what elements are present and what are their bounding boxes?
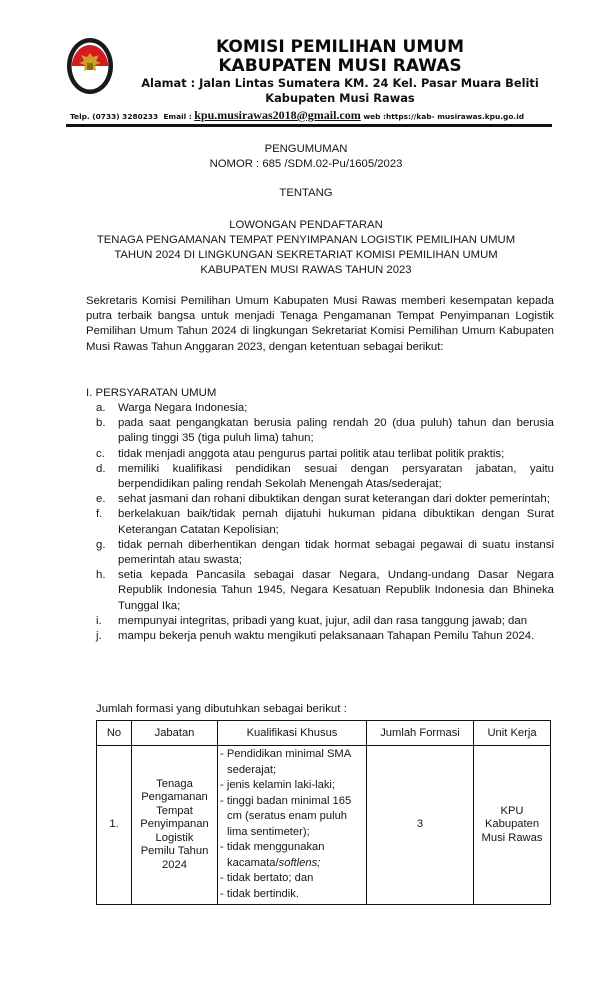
- list-item: b. pada saat pengangkatan berusia paling rendah 20 (dua puluh) tahun dan berusia paling tinggi 35 (tiga puluh lima) tahun;: [96, 417, 554, 445]
- cell-jumlah: 3: [367, 746, 474, 905]
- table-row: [97, 746, 551, 905]
- email-label: Email :: [163, 112, 192, 121]
- subject-line-1: LOWONGAN PENDAFTARAN: [229, 219, 383, 231]
- list-item: e. sehat jasmani dan rohani dibuktikan dengan surat keterangan dari dokter pemerintah;: [96, 493, 550, 506]
- address-region: Kabupaten Musi Rawas: [265, 91, 415, 105]
- col-jabatan: Jabatan: [132, 721, 218, 746]
- subject-line-3: TAHUN 2024 DI LINGKUNGAN SEKRETARIAT KOMISI PEMILIHAN UMUM: [114, 249, 498, 261]
- list-item: a. Warga Negara Indonesia;: [96, 402, 248, 414]
- col-no: No: [97, 721, 132, 746]
- about-label: TENTANG: [279, 187, 333, 199]
- phone-number: Telp. (0733) 3280233: [70, 112, 159, 121]
- col-jumlah: Jumlah Formasi: [367, 721, 474, 746]
- list-item: j. mampu bekerja penuh waktu mengikuti pelaksanaan Tahapan Pemilu Tahun 2024.: [96, 630, 535, 643]
- address-line: Alamat : Jalan Lintas Sumatera KM. 24 Kel. Pasar Muara Beliti: [141, 76, 539, 90]
- list-item: f. berkelakuan baik/tidak pernah dijatuhi hukuman pidana dibuktikan dengan Surat Keterangan Catatan Kepolisian;: [96, 508, 554, 536]
- kpu-logo-icon: [66, 37, 114, 95]
- intro-paragraph: Sekretaris Komisi Pemilihan Umum Kabupaten Musi Rawas memberi kesempatan kepada putra terbaik bangsa untuk menjadi Tenaga Pengamanan Tempat Penyimpanan Logistik Pemilihan Umum Tahun 2024 di lingkungan Sekretariat Komisi Pemilihan Umum Kabupaten Musi Rawas Tahun Anggaran 2023, dengan ketentuan sebagai berikut:: [86, 295, 554, 353]
- col-unit-kerja: Unit Kerja: [474, 721, 551, 746]
- institution-region: KABUPATEN MUSI RAWAS: [218, 56, 462, 76]
- list-item: i. mempunyai integritas, pribadi yang kuat, jujur, adil dan rasa tanggung jawab; dan: [96, 614, 528, 627]
- institution-name: KOMISI PEMILIHAN UMUM: [215, 37, 465, 57]
- subject-line-4: KABUPATEN MUSI RAWAS TAHUN 2023: [200, 264, 412, 276]
- list-item: h. setia kepada Pancasila sebagai dasar Negara, Undang-undang Dasar Negara Republik Indonesia Tahun 1945, Negara Kesatuan Republik Indonesia dan Bhineka Tunggal Ika;: [96, 569, 554, 612]
- email-link[interactable]: kpu.musirawas2018@gmail.com: [194, 108, 361, 122]
- announcement-type: PENGUMUMAN: [264, 143, 348, 155]
- list-item: g. tidak pernah diberhentikan dengan tidak hormat sebagai pegawai di suatu instansi pemerintah atau swasta;: [96, 538, 554, 567]
- website-link[interactable]: web :https://kab- musirawas.kpu.go.id: [363, 112, 525, 121]
- requirements-title: I. PERSYARATAN UMUM: [86, 387, 217, 399]
- contact-line: [70, 108, 550, 123]
- col-kualifikasi: Kualifikasi Khusus: [218, 721, 367, 746]
- formation-table: [96, 720, 551, 905]
- table-header-row: [97, 721, 551, 746]
- cell-unit-kerja: KPU Kabupaten Musi Rawas: [474, 746, 551, 905]
- letterhead-divider: [66, 124, 552, 127]
- list-item: d. memiliki kualifikasi pendidikan sesuai dengan persyaratan jabatan, yaitu berpendidikan paling rendah Sekolah Menengah Atas/sederajat;: [96, 462, 554, 491]
- list-item: c. tidak menjadi anggota atau pengurus partai politik atau terlibat politik praktis;: [96, 447, 505, 460]
- cell-no: 1.: [97, 746, 132, 905]
- requirements-list: [96, 401, 554, 644]
- cell-kualifikasi: - Pendidikan minimal SMA sederajat; - jenis kelamin laki-laki; - tinggi badan minimal 165 cm (seratus enam puluh lima sentimeter); - tidak menggunakan kacamata/softlens; - tidak bertato; dan - tidak bertindik.: [218, 746, 367, 905]
- subject-line-2: TENAGA PENGAMANAN TEMPAT PENYIMPANAN LOGISTIK PEMILIHAN UMUM: [96, 234, 516, 246]
- announcement-number: NOMOR : 685 /SDM.02-Pu/1605/2023: [209, 158, 403, 170]
- letterhead: [120, 38, 560, 106]
- formation-intro: Jumlah formasi yang dibutuhkan sebagai berikut :: [96, 703, 347, 715]
- cell-jabatan: Tenaga Pengamanan Tempat Penyimpanan Logistik Pemilu Tahun 2024: [132, 746, 218, 905]
